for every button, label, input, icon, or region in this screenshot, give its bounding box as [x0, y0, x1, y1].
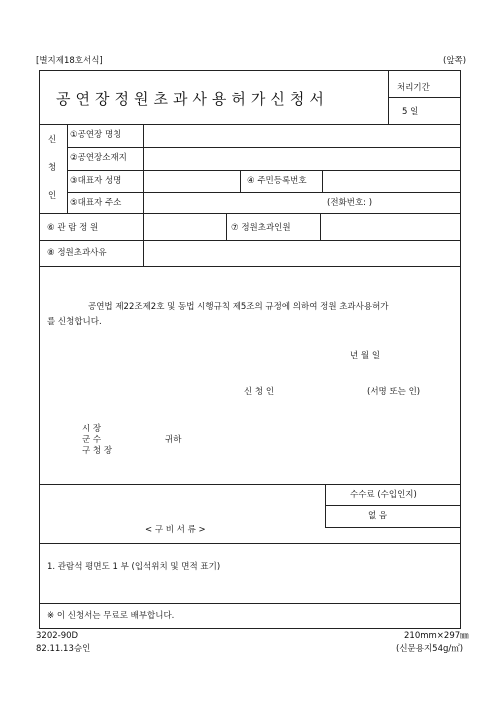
- divider: [39, 543, 460, 544]
- addressee-mayor: 시 장: [82, 424, 102, 434]
- venue-name-label: ①공연장 명칭: [70, 130, 122, 140]
- divider: [67, 192, 460, 193]
- divider: [143, 124, 144, 213]
- divider: [388, 97, 460, 98]
- divider: [325, 527, 460, 528]
- processing-period-label: 처리기간: [397, 83, 430, 93]
- page-side-label: (앞쪽): [443, 56, 467, 66]
- capacity-label: ⑥ 관 람 정 원: [47, 223, 99, 233]
- addressee-county: 군 수: [82, 435, 102, 445]
- representative-name-label: ③대표자 성명: [70, 176, 122, 186]
- representative-address-label: ⑤대표자 주소: [70, 198, 122, 208]
- fee-label: 수수료 (수입인지): [350, 490, 417, 500]
- divider: [39, 266, 460, 267]
- divider: [39, 240, 460, 241]
- venue-address-label: ②공연장소재지: [70, 153, 127, 163]
- signature-label: (서명 또는 인): [367, 387, 421, 397]
- applicant-label-char: 신: [48, 135, 57, 145]
- application-statement: 공연법 제22조제2호 및 동법 시행규칙 제5조의 규정에 의하여 정원 초과사용허가: [88, 302, 389, 312]
- divider: [322, 170, 323, 192]
- paper-size: 210mm×297㎜: [404, 631, 469, 641]
- application-statement-cont: 를 신청합니다.: [47, 317, 102, 327]
- free-distribution-note: ※ 이 신청서는 무료로 배부합니다.: [47, 611, 175, 621]
- divider: [67, 170, 460, 171]
- divider: [320, 213, 321, 240]
- form-title: 공연장정원초과사용허가신청서: [56, 90, 329, 108]
- divider: [39, 603, 460, 604]
- addressee-district: 구 청 장: [82, 446, 113, 456]
- form-number: [별지제18호서식]: [36, 56, 103, 66]
- phone-number-label: (전화번호: ): [327, 198, 373, 208]
- excess-reason-label: ⑧ 정원초과사유: [47, 248, 107, 258]
- divider: [67, 124, 68, 213]
- divider: [39, 124, 460, 125]
- date-line: 년 월 일: [350, 351, 381, 361]
- resident-number-label: ④ 주민등록번호: [247, 176, 307, 186]
- divider: [67, 147, 460, 148]
- honorific: 귀하: [165, 435, 182, 445]
- applicant-label-char: 청: [48, 163, 57, 173]
- divider: [39, 213, 460, 214]
- divider: [240, 170, 241, 192]
- fee-value: 없 음: [368, 511, 388, 521]
- documents-header: < 구 비 서 류 >: [145, 525, 206, 535]
- approval-date: 82.11.13승인: [36, 644, 91, 654]
- divider: [226, 213, 227, 240]
- divider: [39, 484, 460, 485]
- form-code: 3202-90D: [36, 631, 79, 641]
- paper-type: (신문용지54g/㎡): [396, 644, 464, 654]
- applicant-line: 신 청 인: [244, 387, 275, 397]
- document-item-1: 1. 관람석 평면도 1 부 (입석위치 및 면적 표기): [47, 562, 221, 572]
- applicant-label-char: 인: [48, 191, 57, 201]
- excess-persons-label: ⑦ 정원초과인원: [231, 223, 291, 233]
- processing-period-value: 5 일: [402, 107, 419, 117]
- divider: [325, 505, 460, 506]
